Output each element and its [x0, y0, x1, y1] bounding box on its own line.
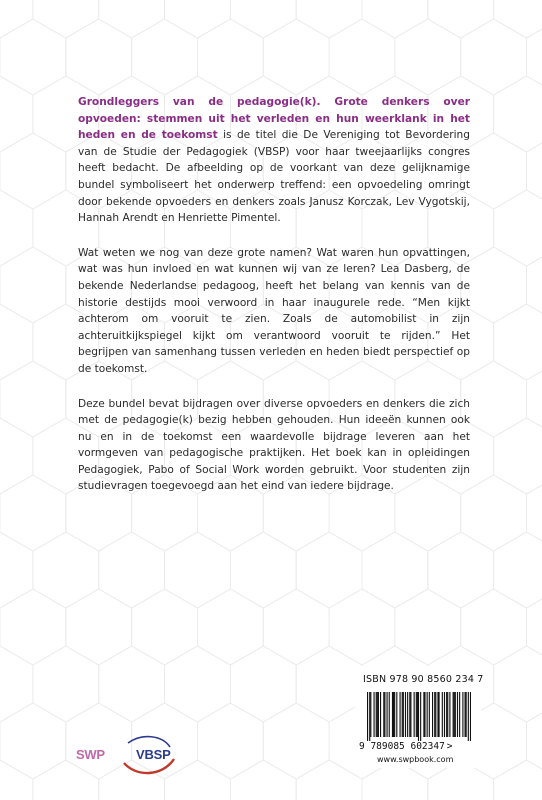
barcode-bar — [392, 692, 393, 737]
hexagon-shape — [461, 133, 527, 209]
publisher-website: www.swpbook.com — [377, 755, 454, 764]
hexagon-shape — [0, 703, 66, 779]
hexagon-shape — [494, 190, 542, 266]
barcode-bar — [466, 692, 467, 737]
hexagon-shape — [494, 0, 542, 38]
hexagon-shape — [33, 0, 99, 38]
barcode-bar — [444, 692, 445, 737]
barcode-bar — [449, 692, 450, 737]
barcode-bar — [374, 692, 375, 737]
hexagon-shape — [0, 247, 66, 323]
barcode-bar — [418, 692, 419, 741]
barcode-bar — [407, 692, 408, 737]
intro-paragraph — [78, 94, 470, 227]
barcode-bar — [376, 692, 377, 737]
barcode-bar — [432, 692, 433, 737]
barcode-bar — [367, 692, 368, 741]
hexagon-shape — [263, 703, 329, 779]
barcode-bar — [423, 692, 424, 737]
hexagon-shape — [0, 76, 33, 152]
hexagon-shape — [263, 589, 329, 665]
barcode-bar — [370, 692, 371, 737]
barcode-bar — [453, 692, 454, 737]
hexagon-shape — [165, 0, 231, 38]
hexagon-shape — [132, 589, 198, 665]
barcode-bar — [459, 692, 460, 737]
hexagon-shape — [263, 19, 329, 95]
barcode-bar — [416, 692, 417, 737]
hexagon-shape — [494, 76, 542, 152]
barcode-bar — [439, 692, 440, 737]
hexagon-shape — [230, 760, 296, 800]
barcode-bar — [424, 692, 425, 737]
barcode-bar — [437, 692, 438, 737]
barcode-bar — [383, 692, 384, 737]
hexagon-shape — [165, 646, 231, 722]
hexagon-shape — [0, 646, 33, 722]
hexagon-shape — [230, 646, 296, 722]
hexagon-shape — [230, 532, 296, 608]
hexagon-shape — [461, 361, 527, 437]
hexagon-shape — [395, 19, 461, 95]
barcode-bar — [454, 692, 455, 737]
barcode-bar — [455, 692, 456, 737]
barcode-image — [367, 692, 471, 741]
hexagon-shape — [395, 589, 461, 665]
barcode-bar — [389, 692, 390, 737]
hexagon-shape — [362, 532, 428, 608]
hexagon-shape — [461, 19, 527, 95]
back-cover-text — [78, 94, 470, 513]
hexagon-shape — [165, 532, 231, 608]
barcode-bar — [427, 692, 428, 737]
vbsp-logo-text: VBSP — [136, 747, 171, 762]
paragraph-3: Deze bundel bevat bijdragen over diverse opvoeders en denkers die zich met de pedagogie(k) bezig hebben gehouden. Hun ideeën kunnen ook nu en in de toekomst een waardevolle bijdrage leveren aan het vormgeven van pedagogische praktijken. Het boek kan in opleidingen Pedagogiek, Pabo of Social Work worden gebruikt. Voor studenten zijn studievragen toegevoegd aan het eind van iedere bijdrage. — [78, 397, 470, 493]
hexagon-shape — [66, 19, 132, 95]
barcode-bar — [468, 692, 469, 741]
hexagon-shape — [296, 646, 362, 722]
barcode-bar — [378, 692, 379, 737]
hexagon-shape — [0, 760, 33, 800]
barcode-bar — [435, 692, 436, 737]
barcode-bar — [394, 692, 395, 737]
barcode-bar — [447, 692, 448, 737]
hexagon-shape — [494, 532, 542, 608]
hexagon-shape — [461, 475, 527, 551]
hexagon-shape — [329, 19, 395, 95]
barcode-bar — [377, 692, 378, 737]
paragraph-2: Wat weten we nog van deze grote namen? Wat waren hun opvattingen, wat was hun invloed en wat kunnen wij van ze leren? Lea Dasberg, de bekende Nederlandse pedagoog, heeft het belang van kennis van de historie destijds mooi verwoord in haar inaugurele rede. “Men kijkt achterom om vooruit te zien. Zoals de automobilist in zijn achteruitkijkspiegel kijkt om verantwoord vooruit te rijden.” Het begrijpen van samenhang tussen verleden en heden biedt perspectief op de toekomst. — [78, 246, 470, 375]
swp-logo: SWP — [76, 747, 105, 762]
barcode-bar — [446, 692, 447, 737]
isbn-label: ISBN 978 90 8560 234 7 — [363, 674, 484, 685]
barcode-bar — [369, 692, 370, 741]
barcode-bar — [410, 692, 411, 737]
hexagon-shape — [99, 0, 165, 38]
intro-text: is de titel die De Vereniging tot Bevordering van de Studie der Pedagogiek (VBSP) voor haar tweejaarlijks congres heeft bedacht. De afbeelding op de voorkant van deze gelijknamige bundel symboliseert het onderwerp treffend: een opvoedeling omringt door bekende opvoeders en denkers zoals Janusz Korczak, Lev Vygotskij, Hannah Arendt en Henriette Pimentel. — [78, 129, 470, 225]
hexagon-shape — [0, 532, 33, 608]
barcode-bar — [387, 692, 388, 737]
hexagon-shape — [494, 418, 542, 494]
hexagon-shape — [428, 532, 494, 608]
hexagon-shape — [296, 0, 362, 38]
hexagon-shape — [66, 589, 132, 665]
hexagon-shape — [494, 760, 542, 800]
hexagon-shape — [461, 589, 527, 665]
barcode-bar — [462, 692, 463, 737]
hexagon-shape — [494, 304, 542, 380]
barcode-bar — [396, 692, 397, 737]
hexagon-shape — [0, 0, 33, 38]
hexagon-shape — [198, 589, 264, 665]
hexagon-shape — [99, 646, 165, 722]
hexagon-shape — [296, 760, 362, 800]
barcode-bar — [409, 692, 410, 737]
hexagon-shape — [132, 19, 198, 95]
barcode-bar — [405, 692, 406, 737]
barcode-bar — [393, 692, 394, 737]
barcode-bar — [402, 692, 403, 737]
hexagon-shape — [33, 646, 99, 722]
barcode-number: 9 789085 602347 — [359, 741, 445, 752]
barcode-bar — [403, 692, 404, 737]
hexagon-shape — [33, 532, 99, 608]
hexagon-shape — [0, 361, 66, 437]
barcode-bar — [457, 692, 458, 737]
hexagon-shape — [329, 589, 395, 665]
barcode-bar — [414, 692, 415, 737]
hexagon-shape — [99, 532, 165, 608]
barcode-bar — [429, 692, 430, 737]
hexagon-shape — [198, 703, 264, 779]
hexagon-shape — [0, 475, 66, 551]
hexagon-shape — [198, 19, 264, 95]
vbsp-logo — [118, 733, 178, 777]
hexagon-shape — [0, 190, 33, 266]
hexagon-shape — [461, 247, 527, 323]
hexagon-shape — [33, 760, 99, 800]
hexagon-shape — [0, 19, 66, 95]
barcode-bar — [384, 692, 385, 737]
hexagon-shape — [0, 304, 33, 380]
barcode-bar — [434, 692, 435, 737]
barcode-bar — [420, 692, 421, 741]
barcode-bar — [465, 692, 466, 737]
barcode-digits — [359, 741, 479, 752]
barcode-bar — [417, 692, 418, 737]
hexagon-shape — [230, 0, 296, 38]
barcode-arrow: > — [446, 741, 453, 752]
barcode-bar — [380, 692, 381, 737]
barcode-bar — [442, 692, 443, 737]
hexagon-shape — [362, 0, 428, 38]
hexagon-shape — [0, 589, 66, 665]
book-title-highlight: Grondleggers van de pedagogie(k). Grote denkers over opvoeden: stemmen uit het verleden en hun weerklank in het heden en de toekomst — [78, 96, 470, 142]
hexagon-shape — [296, 532, 362, 608]
hexagon-shape — [0, 418, 33, 494]
barcode-bar — [470, 692, 471, 741]
hexagon-shape — [0, 133, 66, 209]
hexagon-shape — [494, 646, 542, 722]
isbn-barcode-block — [355, 666, 484, 768]
barcode-bar — [400, 692, 401, 737]
hexagon-shape — [428, 0, 494, 38]
